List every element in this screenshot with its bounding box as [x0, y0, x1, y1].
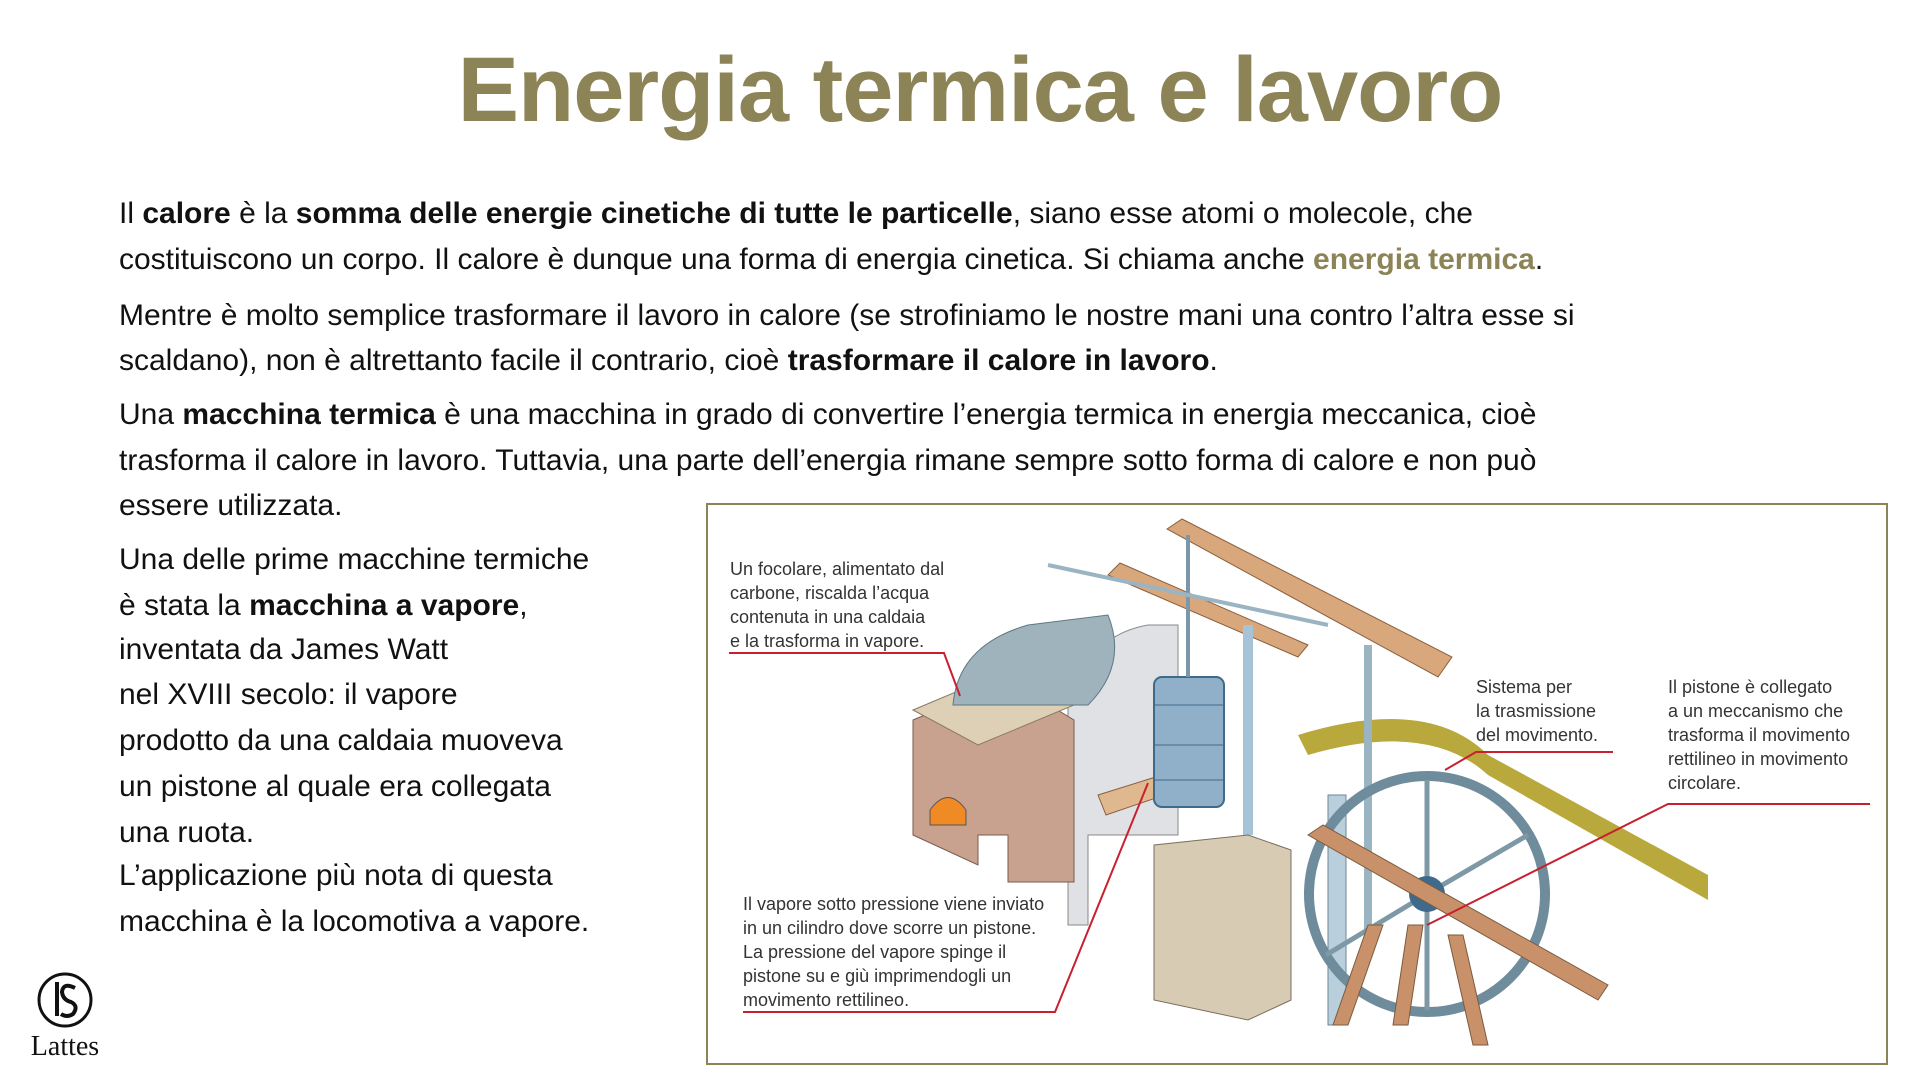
caption-vapore: Il vapore sotto pressione viene inviato in un cilindro dove scorre un pistone. La pressione del vapore spinge il pistone su e giù imprimendogli un movimento rettilineo.	[743, 894, 1045, 1010]
paragraph-line: macchina è la locomotiva a vapore.	[119, 905, 590, 938]
lattes-logo	[20, 970, 110, 1063]
slide-title: Energia termica e lavoro	[457, 39, 1503, 141]
boiler	[953, 615, 1115, 705]
paragraph-line: Il calore è la somma delle energie cinetiche di tutte le particelle, siano esse atomi o molecole, che	[119, 197, 1473, 230]
paragraph-line: inventata da James Watt	[119, 633, 449, 666]
cylinder	[1154, 677, 1224, 807]
paragraph-line: un pistone al quale era collegata	[119, 770, 551, 803]
steam-engine-figure	[706, 503, 1888, 1065]
paragraph-line: Mentre è molto semplice trasformare il lavoro in calore (se strofiniamo le nostre mani una contro l’altra esse si	[119, 299, 1575, 332]
paragraph-line: prodotto da una caldaia muoveva	[119, 724, 563, 757]
paragraph-line: essere utilizzata.	[119, 489, 343, 522]
caption-focolare: Un focolare, alimentato dal carbone, riscalda l’acqua contenuta in una caldaia e la trasforma in vapore.	[730, 559, 945, 651]
paragraph-line: trasforma il calore in lavoro. Tuttavia, una parte dell’energia rimane sempre sotto forma di calore e non può	[119, 444, 1537, 477]
paragraph-line: scaldano), non è altrettanto facile il contrario, cioè trasformare il calore in lavoro.	[119, 344, 1218, 377]
ls-monogram-icon	[35, 970, 95, 1030]
paragraph-line: L’applicazione più nota di questa	[119, 859, 553, 892]
paragraph-line: Una macchina termica è una macchina in grado di convertire l’energia termica in energia meccanica, cioè	[119, 398, 1537, 431]
caption-sistema: Sistema per la trasmissione del movimento.	[1476, 677, 1599, 745]
paragraph-line: è stata la macchina a vapore,	[119, 589, 528, 622]
caption-pistone: Il pistone è collegato a un meccanismo che trasforma il movimento rettilineo in movimento circolare.	[1668, 677, 1851, 793]
paragraph-line: una ruota.	[119, 816, 255, 849]
paragraph-line: nel XVIII secolo: il vapore	[119, 678, 458, 711]
cistern	[1154, 835, 1291, 1020]
logo-text: Lattes	[30, 1031, 100, 1062]
highlight-energia-termica: energia termica	[1313, 243, 1535, 276]
paragraph-line: costituiscono un corpo. Il calore è dunque una forma di energia cinetica. Si chiama anche energia termica.	[119, 243, 1544, 276]
paragraph-line: Una delle prime macchine termiche	[119, 543, 590, 576]
